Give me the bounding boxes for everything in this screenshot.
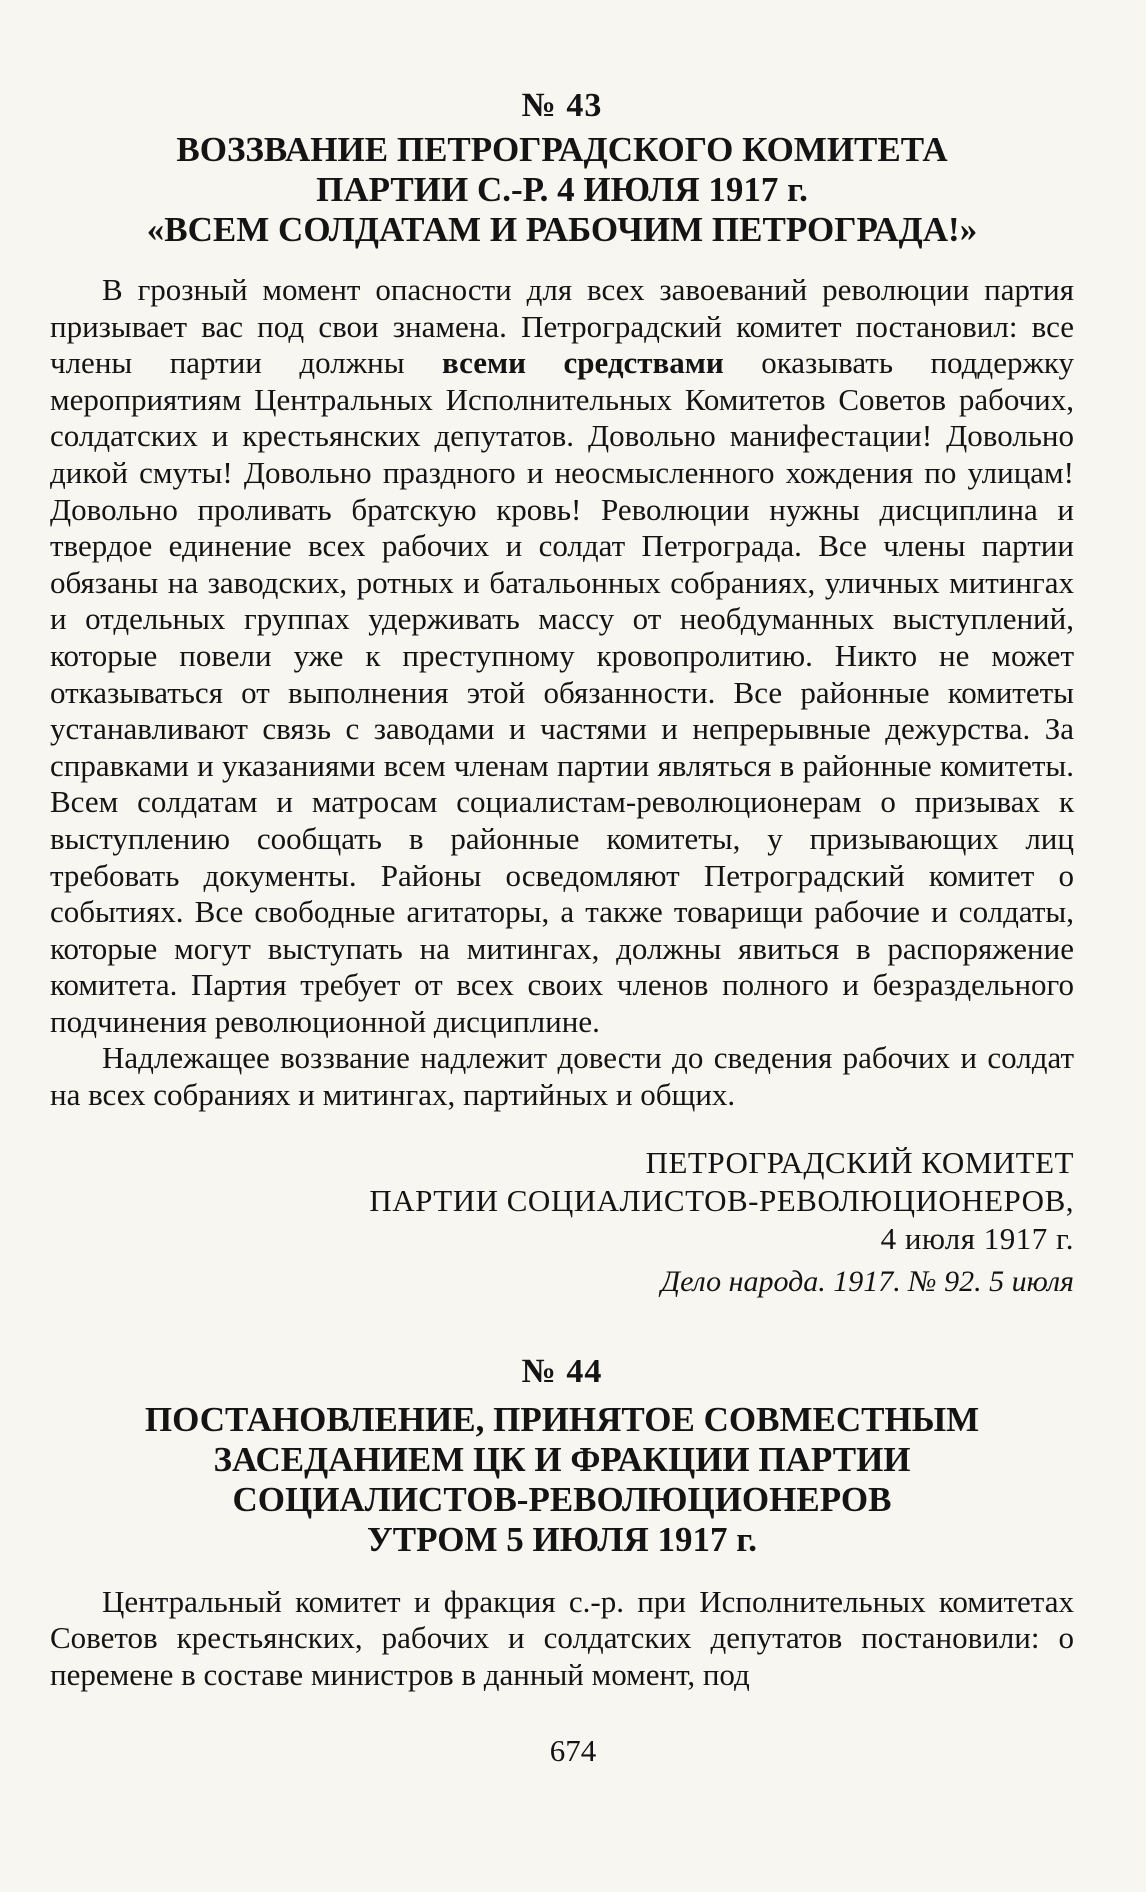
document-43-title-line: «ВСЕМ СОЛДАТАМ И РАБОЧИМ ПЕТРОГРАДА!»: [146, 210, 978, 249]
document-43-paragraph-1: [50, 272, 1074, 1040]
signature-line: ПЕТРОГРАДСКИЙ КОМИТЕТ: [645, 1144, 1074, 1180]
document-44-paragraph-1: Центральный комитет и фракция с.-р. при Исполнительных комитетах Советов крестьянских, рабочих и солдатских депутатов постановили: о перемене в составе министров в данный момент, под: [50, 1583, 1074, 1692]
signature-line: ПАРТИИ СОЦИАЛИСТОВ-РЕВОЛЮЦИОНЕРОВ,: [369, 1182, 1074, 1218]
document-43-source: Дело народа. 1917. № 92. 5 июля: [661, 1264, 1074, 1298]
document-43-title-line: ПАРТИИ С.-Р. 4 ИЮЛЯ 1917 г.: [316, 170, 808, 209]
paragraph-text: оказывать поддержку мероприятиям Центральных Исполнительных Комитетов Советов рабочих, солдатских и крестьянских депутатов. Довольно манифестации! Довольно дикой смуты! Довольно праздного и неосмысленного хождения по улицам! Довольно проливать братскую кровь! Революции нужны дисциплина и твердое единение всех рабочих и солдат Петрограда. Все члены партии обязаны на заводских, ротных и батальонных собраниях, уличных митингах и отдельных группах удерживать массу от необдуманных выступлений, которые повели уже к преступному кровопролитию. Никто не может отказываться от выполнения этой обязанности. Все районные комитеты устанавливают связь с заводами и частями и непрерывные дежурства. За справками и указаниями всем членам партии являться в районные комитеты. Всем солдатам и матросам социалистам-революционерам о призывах к выступлению сообщать в районные комитеты, у призывающих лиц требовать документы. Районы осведомляют Петроградский комитет о событиях. Все свободные агитаторы, а также товарищи рабочие и солдаты, которые могут выступать на митингах, должны явиться в распоряжение комитета. Партия требует от всех своих членов полного и безраздельного подчинения революционной дисциплине.: [50, 345, 1075, 1039]
signature-date: 4 июля 1917 г.: [880, 1220, 1074, 1256]
document-44-title-line: ЗАСЕДАНИЕМ ЦК И ФРАКЦИИ ПАРТИИ: [213, 1439, 911, 1479]
document-43-title: [50, 130, 1074, 250]
document-43-title-line: ВОЗЗВАНИЕ ПЕТРОГРАДСКОГО КОМИТЕТА: [176, 130, 948, 169]
paragraph-text: В грозный момент опасности для всех завоеваний революции партия призывает вас под свои знамена. Петроградский комитет постановил: все члены партии должны: [50, 272, 1074, 381]
document-43-number: № 43: [521, 87, 603, 124]
page-number: 674: [549, 1733, 597, 1768]
emphasized-text: всеми средствами: [442, 345, 724, 381]
document-44-title-line: УТРОМ 5 ИЮЛЯ 1917 г.: [367, 1519, 757, 1559]
document-44-number: № 44: [521, 1352, 603, 1390]
document-44-title: [50, 1400, 1074, 1560]
document-43-signature: [50, 1144, 1074, 1258]
document-44-title-line: ПОСТАНОВЛЕНИЕ, ПРИНЯТОЕ СОВМЕСТНЫМ: [144, 1399, 980, 1439]
document-44-title-line: СОЦИАЛИСТОВ-РЕВОЛЮЦИОНЕРОВ: [232, 1479, 892, 1519]
document-43-paragraph-2: Надлежащее воззвание надлежит довести до сведения рабочих и солдат на всех собраниях и митингах, партийных и общих.: [50, 1040, 1074, 1113]
